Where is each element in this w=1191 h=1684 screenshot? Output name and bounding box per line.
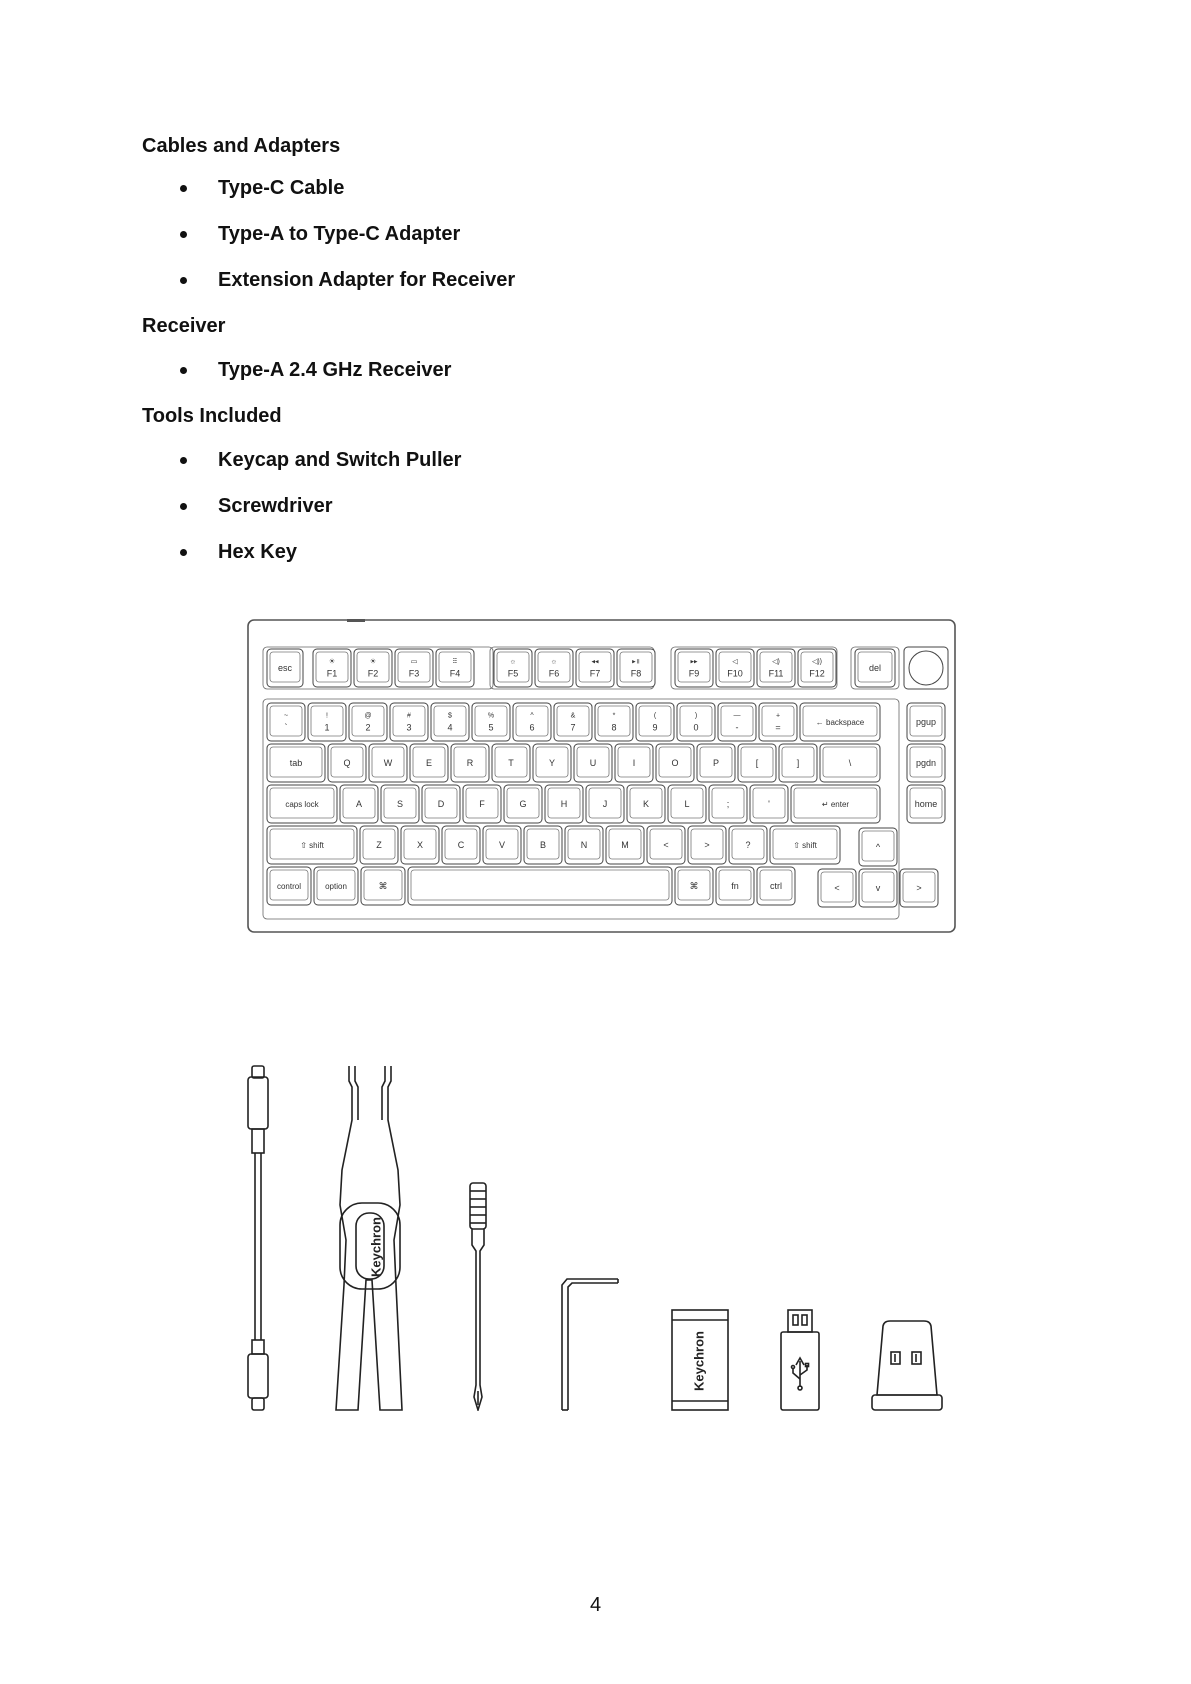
key xyxy=(907,744,945,782)
key-legend: option xyxy=(325,882,347,892)
key xyxy=(361,867,405,905)
key-legend: > xyxy=(704,840,710,851)
key xyxy=(757,649,795,687)
key-legend: F11 xyxy=(768,668,784,679)
key-legend: pgdn xyxy=(915,758,937,769)
key xyxy=(656,744,694,782)
key-legend: del xyxy=(868,663,882,674)
key xyxy=(855,649,895,687)
key-legend-top: ☀ xyxy=(369,658,377,666)
bullet-icon xyxy=(180,185,187,192)
list-item: Type-A 2.4 GHz Receiver xyxy=(180,358,451,382)
key xyxy=(627,785,665,823)
key xyxy=(818,869,856,907)
key-legend: F3 xyxy=(408,668,420,679)
key-legend: E xyxy=(425,758,433,769)
keyboard-illustration xyxy=(247,619,956,933)
type-c-cable-icon xyxy=(248,1066,268,1410)
key-legend: v xyxy=(875,883,881,894)
page-number: 4 xyxy=(589,1594,602,1616)
screwdriver-icon xyxy=(470,1183,486,1410)
usb-adapter-icon xyxy=(781,1310,819,1410)
key-legend: B xyxy=(539,840,547,851)
key-legend: 7 xyxy=(570,722,576,733)
key-legend: ⇧ shift xyxy=(793,841,817,851)
key-legend: 8 xyxy=(611,722,617,733)
key xyxy=(267,649,303,687)
section-heading-tools: Tools Included xyxy=(142,405,282,427)
list-item: Extension Adapter for Receiver xyxy=(180,268,515,292)
section-heading-cables: Cables and Adapters xyxy=(142,135,341,157)
key xyxy=(545,785,583,823)
key xyxy=(668,785,706,823)
key xyxy=(354,649,392,687)
key xyxy=(709,785,747,823)
key xyxy=(675,867,713,905)
key xyxy=(859,828,897,866)
key-legend-top: ! xyxy=(326,712,328,720)
key xyxy=(729,826,767,864)
key-legend: 9 xyxy=(652,722,658,733)
key-legend: esc xyxy=(277,663,293,674)
key xyxy=(267,826,357,864)
key xyxy=(401,826,439,864)
key xyxy=(494,649,532,687)
key-legend-top: & xyxy=(570,712,576,720)
key-legend: Q xyxy=(343,758,351,769)
key-legend: H xyxy=(560,799,568,810)
key xyxy=(267,703,305,741)
key xyxy=(757,867,795,905)
key-legend: F9 xyxy=(688,668,700,679)
key xyxy=(617,649,655,687)
key-legend-top: ◁ xyxy=(732,658,738,666)
bullet-icon xyxy=(180,503,187,510)
key-legend: > xyxy=(916,883,922,894)
key-legend: F6 xyxy=(548,668,560,679)
key xyxy=(900,869,938,907)
key xyxy=(606,826,644,864)
key xyxy=(636,703,674,741)
key-legend: N xyxy=(580,840,588,851)
key-legend: V xyxy=(498,840,506,851)
key-legend-top: ^ xyxy=(530,712,534,720)
key xyxy=(533,744,571,782)
receiver-dongle-icon xyxy=(872,1321,942,1410)
key xyxy=(524,826,562,864)
key xyxy=(267,785,337,823)
spacebar-key xyxy=(408,867,672,905)
bullet-icon xyxy=(180,277,187,284)
section-heading-receiver: Receiver xyxy=(142,315,226,337)
list-item: Screwdriver xyxy=(180,494,333,518)
list-item: Type-C Cable xyxy=(180,176,344,200)
key xyxy=(770,826,840,864)
key xyxy=(340,785,378,823)
key-legend: - xyxy=(735,722,739,733)
key xyxy=(369,744,407,782)
key xyxy=(647,826,685,864)
key-legend-top: ◁)) xyxy=(811,658,823,666)
key-legend-top: ☀ xyxy=(328,658,336,666)
key xyxy=(565,826,603,864)
puller-brand-text: Keychron xyxy=(368,1217,384,1277)
key-legend: T xyxy=(508,758,514,769)
key xyxy=(360,826,398,864)
key-legend: Y xyxy=(548,758,556,769)
key xyxy=(554,703,592,741)
key-legend-top: ◂◂ xyxy=(591,658,599,666)
key-legend-top: + xyxy=(775,712,781,720)
key-legend-top: ▸॥ xyxy=(632,658,640,666)
key-legend: 4 xyxy=(447,722,453,733)
key-legend: P xyxy=(712,758,720,769)
key-legend: J xyxy=(602,799,608,810)
key-legend: pgup xyxy=(915,717,937,728)
key xyxy=(513,703,551,741)
key-legend-top: @ xyxy=(364,712,372,720)
key-legend: 3 xyxy=(406,722,412,733)
key xyxy=(492,744,530,782)
key-legend: L xyxy=(684,799,690,810)
key-legend: K xyxy=(642,799,650,810)
key xyxy=(463,785,501,823)
key-legend: F xyxy=(479,799,485,810)
key-legend: 5 xyxy=(488,722,494,733)
key-legend-top: ) xyxy=(694,712,698,720)
key xyxy=(615,744,653,782)
key-legend: tab xyxy=(289,758,303,769)
key-legend: F1 xyxy=(326,668,338,679)
key xyxy=(267,867,311,905)
key xyxy=(395,649,433,687)
key-legend: 2 xyxy=(365,722,371,733)
key xyxy=(586,785,624,823)
bullet-icon xyxy=(180,457,187,464)
key xyxy=(535,649,573,687)
key-legend: ^ xyxy=(875,842,881,853)
key-legend-top: ~ xyxy=(283,712,289,720)
key xyxy=(907,785,945,823)
key xyxy=(595,703,633,741)
key-legend: O xyxy=(671,758,679,769)
key-legend: < xyxy=(834,883,840,894)
key xyxy=(750,785,788,823)
key-legend: F10 xyxy=(727,668,743,679)
key-legend: D xyxy=(437,799,445,810)
key-legend-top: * xyxy=(612,712,616,720)
key-legend-top: ▸▸ xyxy=(690,658,698,666)
key xyxy=(798,649,836,687)
key xyxy=(483,826,521,864)
key xyxy=(410,744,448,782)
key-legend: 6 xyxy=(529,722,535,733)
key xyxy=(820,744,880,782)
key xyxy=(436,649,474,687)
key-legend: F12 xyxy=(809,668,825,679)
accessories-illustration xyxy=(236,1065,956,1411)
key xyxy=(716,867,754,905)
key xyxy=(675,649,713,687)
key-legend: ctrl xyxy=(770,881,782,892)
key-legend: ] xyxy=(796,758,800,769)
key-legend: ← backspace xyxy=(815,718,865,728)
key-legend: 1 xyxy=(324,722,330,733)
key-legend: F5 xyxy=(507,668,519,679)
key-legend-top: % xyxy=(487,712,495,720)
key-legend: ⌘ xyxy=(378,881,388,892)
bullet-icon xyxy=(180,231,187,238)
key xyxy=(697,744,735,782)
key xyxy=(504,785,542,823)
key-legend-top: # xyxy=(407,712,411,720)
key xyxy=(907,703,945,741)
key-legend: S xyxy=(396,799,404,810)
key-legend: Z xyxy=(376,840,382,851)
key xyxy=(390,703,428,741)
key xyxy=(451,744,489,782)
key-legend: F8 xyxy=(630,668,642,679)
key xyxy=(422,785,460,823)
key xyxy=(859,869,897,907)
key-legend: ; xyxy=(726,799,730,810)
key-legend-top: ( xyxy=(653,712,657,720)
key xyxy=(791,785,880,823)
key-legend: 0 xyxy=(693,722,699,733)
key-legend: ? xyxy=(745,840,751,851)
key-legend: M xyxy=(621,840,629,851)
key-legend: ⇧ shift xyxy=(300,841,324,851)
key-legend: F7 xyxy=(589,668,601,679)
key-legend: home xyxy=(914,799,938,810)
key xyxy=(308,703,346,741)
adapter-brand-text: Keychron xyxy=(691,1331,707,1391)
key xyxy=(677,703,715,741)
key xyxy=(313,649,351,687)
key xyxy=(314,867,358,905)
key-legend: \ xyxy=(848,758,852,769)
key-legend: X xyxy=(416,840,424,851)
key xyxy=(574,744,612,782)
key-legend-top: — xyxy=(733,712,741,720)
key-legend: [ xyxy=(755,758,759,769)
key-legend: G xyxy=(519,799,527,810)
bullet-icon xyxy=(180,549,187,556)
key-legend-top: ⠿ xyxy=(452,658,458,666)
key-legend: F4 xyxy=(449,668,461,679)
key-legend: W xyxy=(383,758,393,769)
key xyxy=(716,649,754,687)
list-item: Keycap and Switch Puller xyxy=(180,448,461,472)
list-item: Type-A to Type-C Adapter xyxy=(180,222,460,246)
key-legend: control xyxy=(276,882,302,892)
key xyxy=(779,744,817,782)
key xyxy=(442,826,480,864)
key xyxy=(759,703,797,741)
key-legend-top: $ xyxy=(448,712,452,720)
key-legend-top: ☼ xyxy=(509,658,517,666)
key xyxy=(431,703,469,741)
rotary-knob xyxy=(904,647,948,689)
list-item: Hex Key xyxy=(180,540,297,564)
key xyxy=(381,785,419,823)
key xyxy=(328,744,366,782)
key xyxy=(349,703,387,741)
key xyxy=(800,703,880,741)
key-legend-top: ▭ xyxy=(410,658,418,666)
key-legend: ` xyxy=(284,722,288,733)
key-legend: F2 xyxy=(367,668,379,679)
key-legend: I xyxy=(632,758,636,769)
key xyxy=(718,703,756,741)
key-legend-top: ☼ xyxy=(550,658,558,666)
key xyxy=(472,703,510,741)
key-legend-top: ◁) xyxy=(772,658,780,666)
key-legend: U xyxy=(589,758,597,769)
key xyxy=(738,744,776,782)
key-legend: C xyxy=(457,840,465,851)
bullet-icon xyxy=(180,367,187,374)
hex-key-icon xyxy=(562,1279,618,1410)
key xyxy=(267,744,325,782)
key-legend: A xyxy=(355,799,363,810)
key-legend: ' xyxy=(768,799,770,810)
key-legend: caps lock xyxy=(285,800,319,810)
key-legend: ⌘ xyxy=(689,881,699,892)
key-legend: R xyxy=(466,758,474,769)
key-legend: = xyxy=(775,722,781,733)
key-legend: < xyxy=(663,840,669,851)
key xyxy=(576,649,614,687)
key-legend: fn xyxy=(731,881,739,892)
key-legend: ↵ enter xyxy=(821,800,850,810)
key xyxy=(688,826,726,864)
